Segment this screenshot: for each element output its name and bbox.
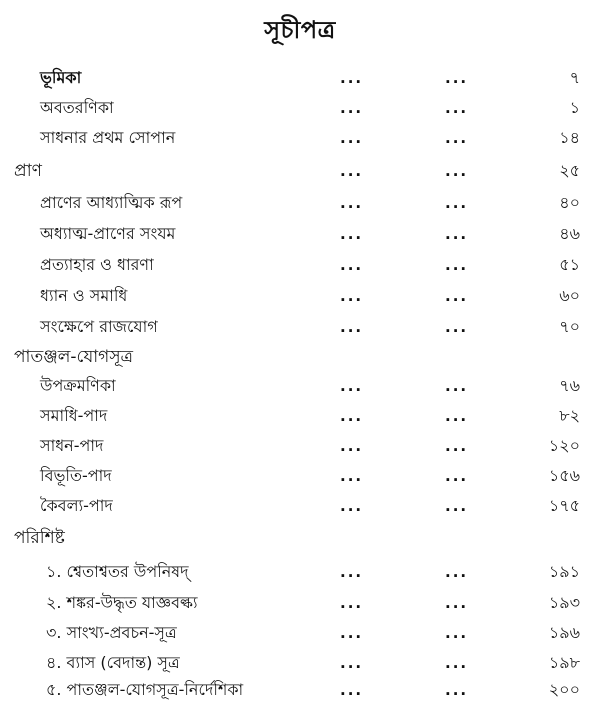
- leader-dots: ...: [445, 225, 469, 243]
- toc-row: [0, 588, 600, 618]
- toc-page-number: ১৯৮: [548, 653, 580, 672]
- toc-entry-label: ভূমিকা: [40, 68, 82, 87]
- toc-row: [0, 523, 600, 553]
- toc-page-number: ১৪: [559, 128, 580, 147]
- toc-entry-label: ১. শ্বেতাশ্বতর উপনিষদ্: [46, 562, 189, 581]
- toc-entry-label: প্রাণের আধ্যাত্মিক রূপ: [40, 193, 183, 212]
- leader-dots: ...: [340, 407, 364, 425]
- toc-page-number: ১৯১: [548, 562, 580, 581]
- leader-dots: ...: [340, 624, 364, 642]
- toc-entry-label: ৫. পাতঞ্জল-যোগসূত্র-নির্দেশিকা: [46, 680, 244, 699]
- toc-row: [0, 312, 600, 342]
- leader-dots: ...: [340, 287, 364, 305]
- toc-page-number: ২০০: [548, 680, 580, 699]
- leader-dots: ...: [445, 563, 469, 581]
- leader-dots: ...: [340, 129, 364, 147]
- toc-row: [0, 93, 600, 123]
- toc-page-number: ১৯৬: [548, 623, 580, 642]
- toc-row: [0, 431, 600, 461]
- leader-dots: ...: [340, 318, 364, 336]
- toc-page-number: ৭৬: [559, 376, 580, 395]
- leader-dots: ...: [340, 681, 364, 699]
- leader-dots: ...: [445, 497, 469, 515]
- leader-dots: ...: [445, 624, 469, 642]
- leader-dots: ...: [445, 318, 469, 336]
- leader-dots: ...: [340, 437, 364, 455]
- leader-dots: ...: [340, 99, 364, 117]
- toc-row: [0, 63, 600, 93]
- toc-row: [0, 219, 600, 249]
- page-title: সূচীপত্র: [264, 16, 336, 44]
- toc-entry-label: প্রত্যাহার ও ধারণা: [40, 255, 154, 274]
- toc-page-number: ১: [569, 98, 580, 117]
- toc-entry-label: উপক্রমণিকা: [40, 376, 116, 395]
- toc-section-heading: পরিশিষ্ট: [14, 528, 65, 548]
- toc-row: [0, 281, 600, 311]
- toc-entry-label: সমাধি-পাদ: [40, 406, 108, 425]
- toc-page-number: ১৭৫: [548, 496, 580, 515]
- toc-page-number: ১২০: [548, 436, 580, 455]
- toc-entry-label: ২. শঙ্কর-উদ্ধৃত যাজ্ঞবল্ক্য: [46, 593, 198, 612]
- toc-section-heading: পাতঞ্জল-যোগসূত্র: [14, 347, 134, 367]
- leader-dots: ...: [340, 594, 364, 612]
- toc-page-number: ১৯৩: [548, 593, 580, 612]
- leader-dots: ...: [340, 497, 364, 515]
- toc-page-number: ৭০: [559, 317, 580, 336]
- leader-dots: ...: [340, 225, 364, 243]
- leader-dots: ...: [445, 194, 469, 212]
- leader-dots: ...: [445, 377, 469, 395]
- leader-dots: ...: [445, 467, 469, 485]
- toc-row: [0, 250, 600, 280]
- leader-dots: ...: [445, 69, 469, 87]
- toc-row: [0, 342, 600, 372]
- toc-row: [0, 557, 600, 587]
- toc-row: [0, 401, 600, 431]
- toc-page-number: ৪৬: [559, 224, 580, 243]
- leader-dots: ...: [340, 194, 364, 212]
- toc-row: [0, 618, 600, 648]
- leader-dots: ...: [340, 377, 364, 395]
- toc-entry-label: বিভূতি-পাদ: [40, 466, 112, 485]
- leader-dots: ...: [445, 99, 469, 117]
- leader-dots: ...: [340, 69, 364, 87]
- toc-entry-label: সংক্ষেপে রাজযোগ: [40, 317, 158, 336]
- toc-row: [0, 461, 600, 491]
- toc-page-number: ৪০: [559, 193, 580, 212]
- leader-dots: ...: [340, 563, 364, 581]
- toc-row: [0, 648, 600, 678]
- toc-entry-label: ৩. সাংখ্য-প্রবচন-সূত্র: [46, 623, 177, 642]
- leader-dots: ...: [445, 437, 469, 455]
- toc-page-number: ১৫৬: [548, 466, 580, 485]
- leader-dots: ...: [445, 162, 469, 180]
- toc-row: [0, 156, 600, 186]
- toc-entry-label: কৈবল্য-পাদ: [40, 496, 113, 515]
- leader-dots: ...: [445, 129, 469, 147]
- toc-row: [0, 675, 600, 705]
- leader-dots: ...: [340, 654, 364, 672]
- leader-dots: ...: [445, 654, 469, 672]
- toc-section-heading: প্রাণ: [14, 161, 42, 181]
- toc-row: [0, 371, 600, 401]
- leader-dots: ...: [340, 256, 364, 274]
- toc-page-number: ৫১: [559, 255, 580, 274]
- toc-entry-label: সাধনার প্রথম সোপান: [40, 128, 176, 147]
- toc-row: [0, 188, 600, 218]
- toc-page-number: ৬০: [559, 286, 580, 305]
- leader-dots: ...: [445, 256, 469, 274]
- leader-dots: ...: [340, 162, 364, 180]
- toc-row: [0, 491, 600, 521]
- leader-dots: ...: [340, 467, 364, 485]
- toc-entry-label: অবতরণিকা: [40, 98, 114, 117]
- toc-row: [0, 123, 600, 153]
- toc-page-number: ৭: [569, 68, 580, 87]
- toc-page-number: ২৫: [559, 161, 580, 180]
- toc-entry-label: অধ্যাত্ম-প্রাণের সংযম: [40, 224, 176, 243]
- toc-entry-label: ৪. ব্যাস (বেদান্ত) সূত্র: [46, 653, 180, 672]
- toc-page-number: ৮২: [559, 406, 580, 425]
- leader-dots: ...: [445, 681, 469, 699]
- leader-dots: ...: [445, 407, 469, 425]
- leader-dots: ...: [445, 287, 469, 305]
- toc-entry-label: ধ্যান ও সমাধি: [40, 286, 128, 305]
- leader-dots: ...: [445, 594, 469, 612]
- toc-entry-label: সাধন-পাদ: [40, 436, 104, 455]
